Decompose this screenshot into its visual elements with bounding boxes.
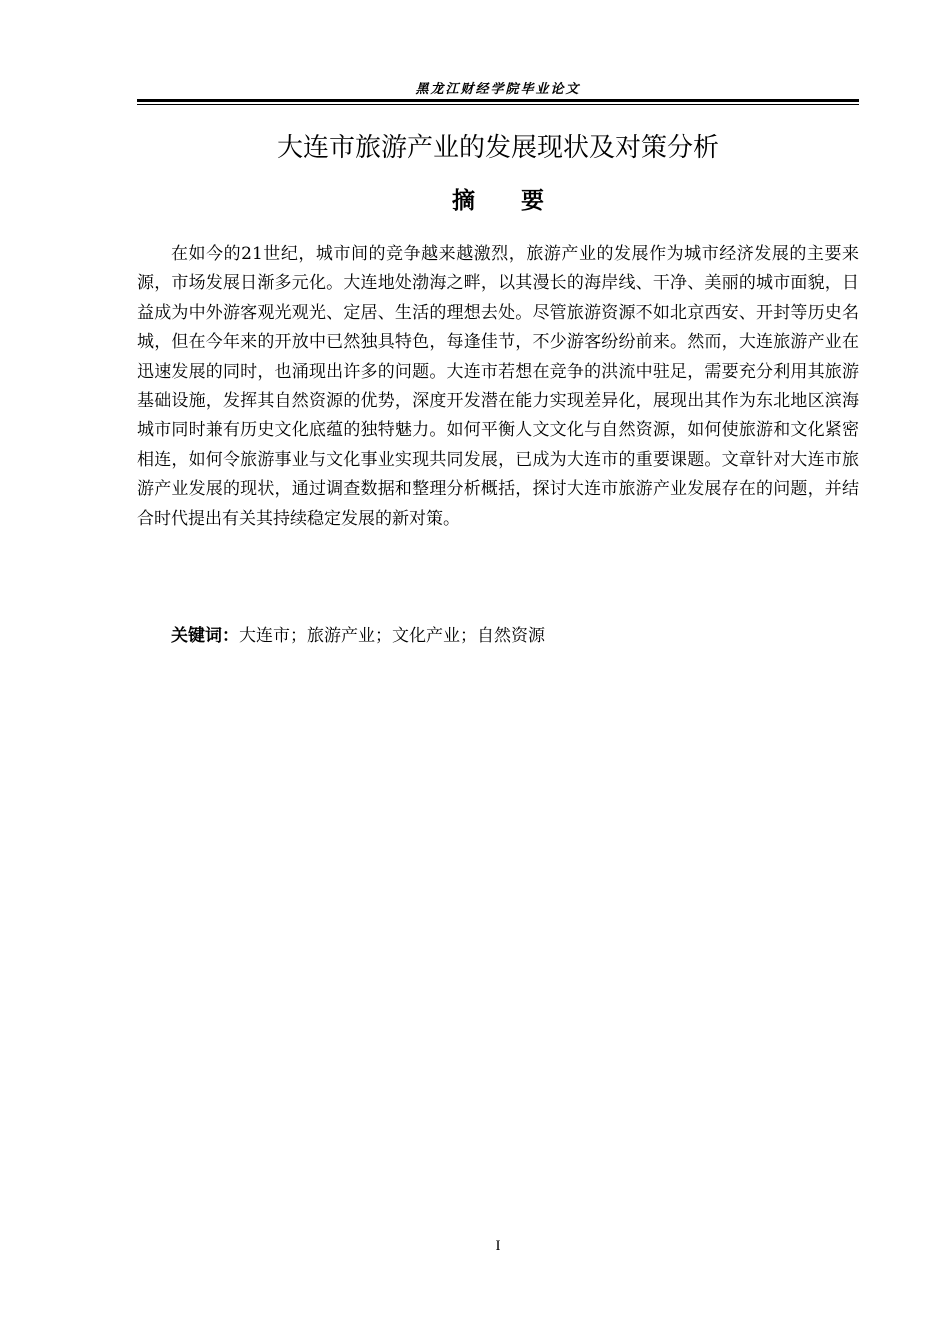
abstract-heading: 摘要 [452,188,590,214]
header-rule-thin [137,104,859,105]
abstract-body: 在如今的21世纪，城市间的竞争越来越激烈，旅游产业的发展作为城市经济发展的主要来源，市场发展日渐多元化。大连地处渤海之畔，以其漫长的海岸线、干净、美丽的城市面貌，日益成为中外游客观光观光、定居、生活的理想去处。尽管旅游资源不如北京西安、开封等历史名城，但在今年来的开放中已然独具特色，每逢佳节，不少游客纷纷前来。然而，大连旅游产业在迅速发展的同时，也涌现出许多的问题。大连市若想在竞争的洪流中驻足，需要充分利用其旅游基础设施，发挥其自然资源的优势，深度开发潜在能力实现差异化，展现出其作为东北地区滨海城市同时兼有历史文化底蕴的独特魅力。如何平衡人文文化与自然资源，如何使旅游和文化紧密相连，如何令旅游事业与文化事业实现共同发展，已成为大连市的重要课题。文章针对大连市旅游产业发展的现状，通过调查数据和整理分析概括，探讨大连市旅游产业发展存在的问题，并结合时代提出有关其持续稳定发展的新对策。 [137,244,859,529]
running-header: 黑龙江财经学院毕业论文 [415,82,581,97]
keywords-line [137,622,859,651]
header-rule-thick [137,99,859,102]
keywords-label: 关键词： [171,626,239,646]
page-number: I [495,1238,501,1254]
keywords-text: 大连市；旅游产业；文化产业；自然资源 [239,626,545,646]
document-title: 大连市旅游产业的发展现状及对策分析 [276,133,719,163]
